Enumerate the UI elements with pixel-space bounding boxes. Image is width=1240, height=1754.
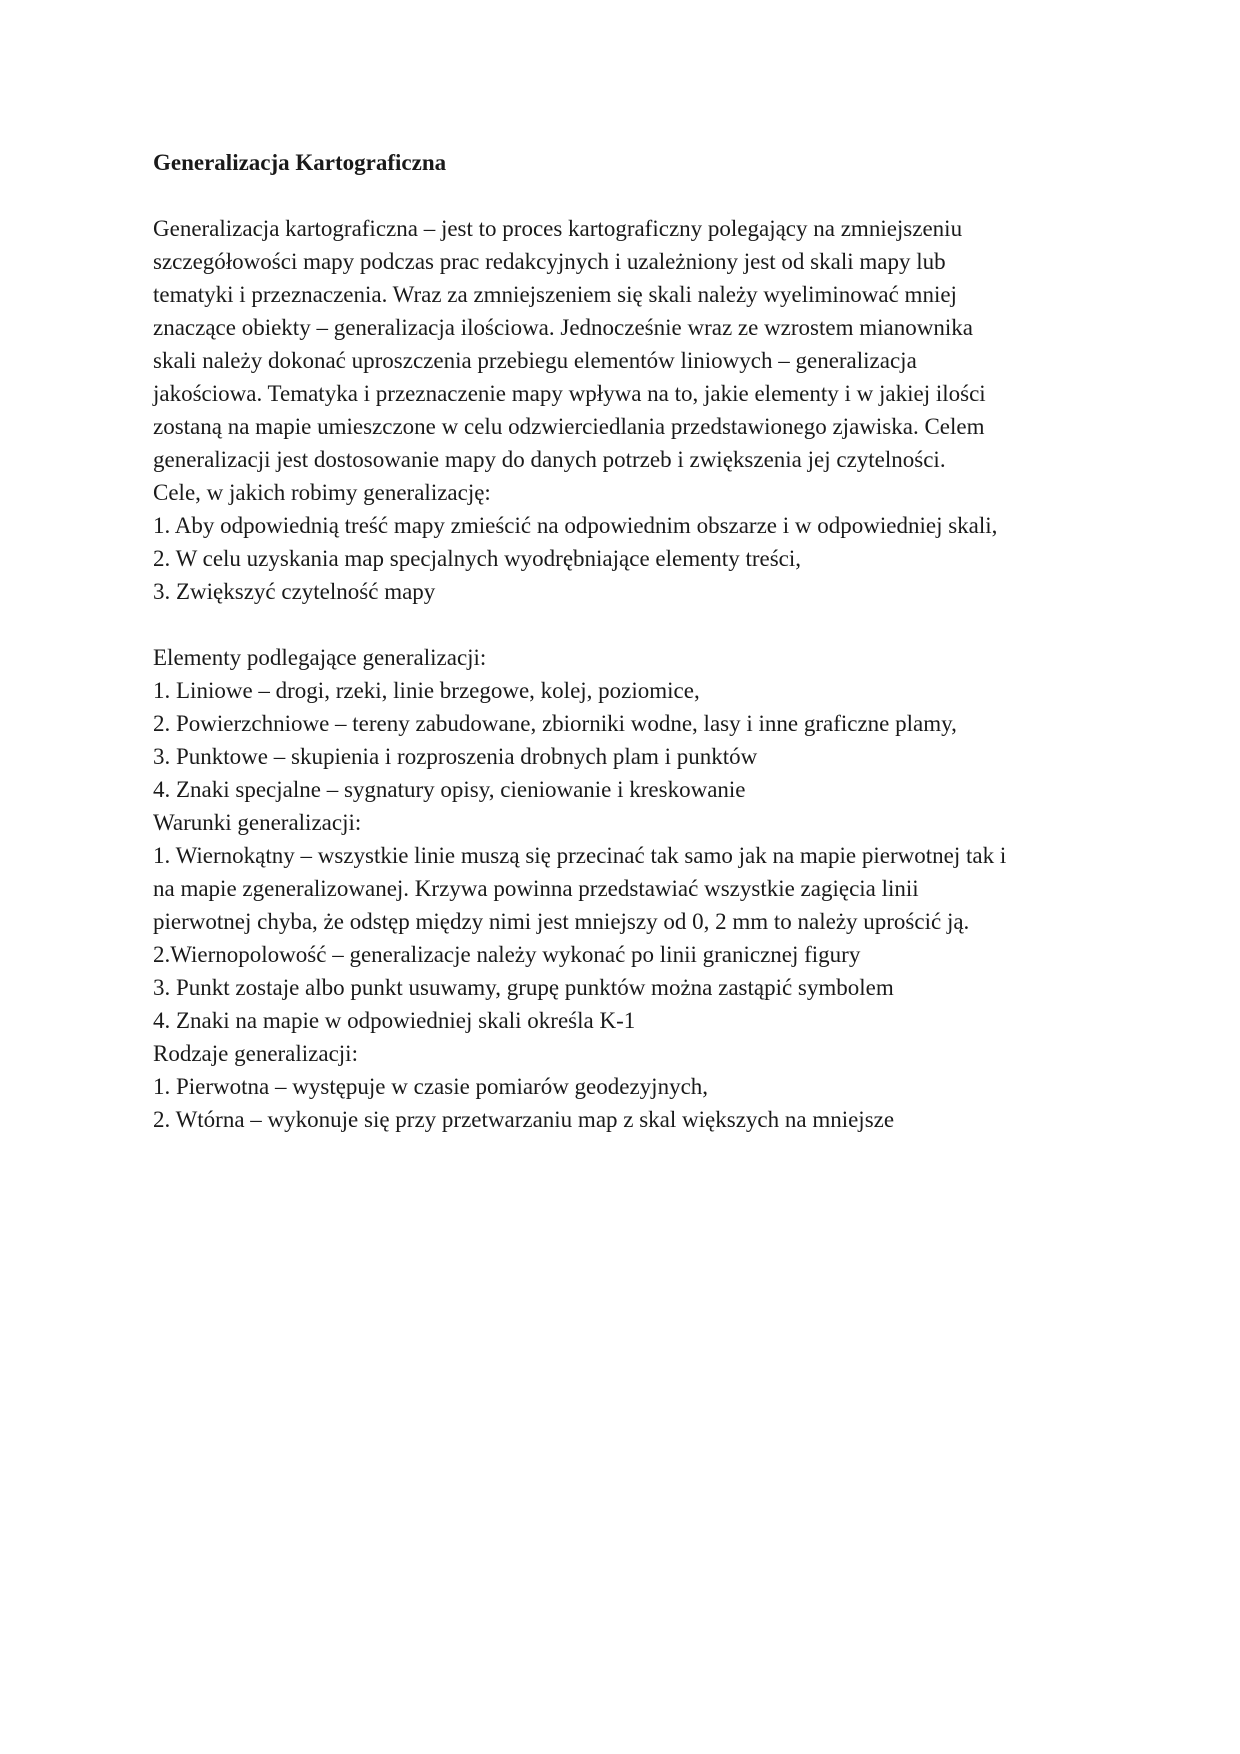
intro-line: Generalizacja kartograficzna – jest to proces kartograficzny polegający na zmniejszeniu: [153, 216, 963, 241]
conditions-item: 1. Wiernokątny – wszystkie linie muszą się przecinać tak samo jak na mapie pierwotnej tak i: [153, 843, 1007, 868]
goals-section: [153, 476, 1093, 608]
elements-item: 2. Powierzchniowe – tereny zabudowane, zbiorniki wodne, lasy i inne graficzne plamy,: [153, 711, 957, 736]
elements-section: [153, 641, 1093, 806]
goals-item: 2. W celu uzyskania map specjalnych wyodrębniające elementy treści,: [153, 546, 802, 571]
conditions-item: 3. Punkt zostaje albo punkt usuwamy, grupę punktów można zastąpić symbolem: [153, 975, 894, 1000]
conditions-item: 2.Wiernopolowość – generalizacje należy wykonać po linii granicznej figury: [153, 942, 861, 967]
conditions-section: [153, 806, 1093, 1037]
conditions-item: 4. Znaki na mapie w odpowiedniej skali określa K-1: [153, 1008, 636, 1033]
intro-line: skali należy dokonać uproszczenia przebiegu elementów liniowych – generalizacja: [153, 348, 917, 373]
goals-heading: Cele, w jakich robimy generalizację:: [153, 480, 491, 505]
document-title: Generalizacja Kartograficzna: [153, 150, 447, 175]
intro-paragraph: [153, 212, 1093, 476]
intro-line: znaczące obiekty – generalizacja ilościowa. Jednocześnie wraz ze wzrostem mianownika: [153, 315, 973, 340]
intro-line: generalizacji jest dostosowanie mapy do danych potrzeb i zwiększenia jej czytelności.: [153, 447, 946, 472]
conditions-item: na mapie zgeneralizowanej. Krzywa powinna przedstawiać wszystkie zagięcia linii: [153, 876, 919, 901]
elements-item: 4. Znaki specjalne – sygnatury opisy, cieniowanie i kreskowanie: [153, 777, 746, 802]
types-heading: Rodzaje generalizacji:: [153, 1041, 358, 1066]
types-item: 1. Pierwotna – występuje w czasie pomiarów geodezyjnych,: [153, 1074, 709, 1099]
types-item: 2. Wtórna – wykonuje się przy przetwarzaniu map z skal większych na mniejsze: [153, 1107, 895, 1132]
elements-item: 3. Punktowe – skupienia i rozproszenia drobnych plam i punktów: [153, 744, 758, 769]
document-body: [153, 146, 1093, 1136]
goals-item: 1. Aby odpowiednią treść mapy zmieścić na odpowiednim obszarze i w odpowiedniej skali,: [153, 513, 998, 538]
goals-item: 3. Zwiększyć czytelność mapy: [153, 579, 436, 604]
intro-line: zostaną na mapie umieszczone w celu odzwierciedlania przedstawionego zjawiska. Celem: [153, 414, 985, 439]
blank-line: [153, 608, 1093, 641]
intro-line: jakościowa. Tematyka i przeznaczenie mapy wpływa na to, jakie elementy i w jakiej ilości: [153, 381, 986, 406]
types-section: [153, 1037, 1093, 1136]
conditions-heading: Warunki generalizacji:: [153, 810, 362, 835]
conditions-item: pierwotnej chyba, że odstęp między nimi jest mniejszy od 0, 2 mm to należy uprościć ją.: [153, 909, 970, 934]
intro-line: szczegółowości mapy podczas prac redakcyjnych i uzależniony jest od skali mapy lub: [153, 249, 946, 274]
elements-item: 1. Liniowe – drogi, rzeki, linie brzegowe, kolej, poziomice,: [153, 678, 700, 703]
elements-heading: Elementy podlegające generalizacji:: [153, 645, 487, 670]
intro-line: tematyki i przeznaczenia. Wraz za zmniejszeniem się skali należy wyeliminować mniej: [153, 282, 957, 307]
